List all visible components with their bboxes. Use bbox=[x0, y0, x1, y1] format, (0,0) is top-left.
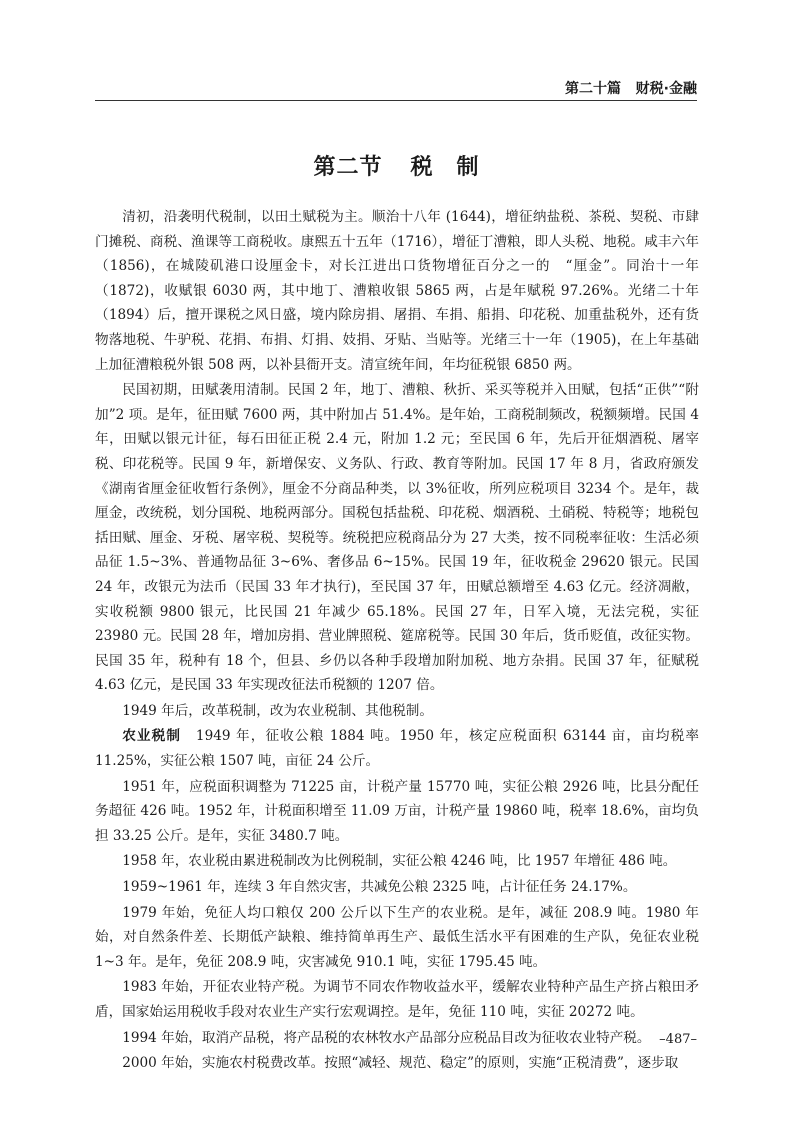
paragraph: 1958 年，农业税由累进税制改为比例税制，实征公粮 4246 吨，比 1957 年增征 486 吨。 bbox=[122, 853, 677, 870]
paragraph: 1979 年始，免征人均口粮仅 200 公斤以下生产的农业税。是年，减征 208.9 吨。1980 年始，对自然条件差、长期低产缺粮、维持简单再生产、最低生活水平有困难的生产队，免征农业税 1~3 年。是年，免征 208.9 吨，灾害减免 910.1 吨，实征 1795.45 吨。 bbox=[95, 904, 699, 970]
header-part: 第二十篇 bbox=[565, 81, 622, 97]
paragraph: 1983 年始，开征农业特产税。为调节不同农作物收益水平，缓解农业特种产品生产挤占粮田矛盾，国家始运用税收手段对农业生产实行宏观调控。是年，免征 110 吨，实征 20272 吨。 bbox=[95, 979, 699, 1020]
paragraph: 1959~1961 年，连续 3 年自然灾害，共减免公粮 2325 吨，占计征任务 24.17%。 bbox=[122, 879, 637, 896]
paragraph: 民国初期，田赋袭用清制。民国 2 年，地丁、漕粮、秋折、采买等税并入田赋，包括“正供”“附加”2 项。是年，征田赋 7600 两，其中附加占 51.4%。是年始，工商税制频改，税额频增。民国 4 年，田赋以银元计征，每石田征正税 2.4 元，附加 1.2 元；至民国 6 年，先后开征烟酒税、屠宰税、印花税等。民国 9 年，新增保安、义务队、行政、教育等附加。民国 17 年 8 月，省政府颁发《湖南省厘金征收暂行条例》，厘金不分商品种类，以 3%征收，所列应税项目 3234 个。是年，裁厘金，改统税，划分国税、地税两部分。国税包括盐税、印花税、烟酒税、土硝税、特税等；地税包括田赋、厘金、牙税、屠宰税、契税等。统税把应税商品分为 27 大类，按不同税率征收：生活必须品征 1.5~3%、普通物品征 3~6%、奢侈品 6~15%。民国 19 年，征收税金 29620 银元。民国 24 年，改银元为法币（民国 33 年才执行)，至民国 37 年，田赋总额增至 4.63 亿元。经济凋敝，实收税额 9800 银元，比民国 21 年减少 65.18%。民国 27 年，日军入境，无法完税，实征 23980 元。民国 28 年，增加房捐、营业牌照税、筵席税等。民国 30 年后，货币贬值，改征实物。民国 35 年，税种有 18 个，但县、乡仍以各种手段增加附加税、地方杂捐。民国 37 年，征赋税 4.63 亿元，是民国 33 年实现改征法币税额的 1207 倍。 bbox=[95, 382, 699, 694]
body-text bbox=[95, 205, 699, 1077]
paragraph-keyword: 农业税制 bbox=[122, 728, 182, 745]
page-number: –487– bbox=[659, 1032, 697, 1047]
header-rule bbox=[95, 100, 697, 101]
section-number: 第二节 bbox=[313, 155, 383, 180]
section-name: 税 制 bbox=[410, 155, 480, 180]
paragraph: 1949 年后，改革税制，改为农业税制、其他税制。 bbox=[122, 702, 433, 719]
paragraph: 2000 年始，实施农村税费改革。按照“减轻、规范、稳定”的原则，实施“正税清费”，逐步取 bbox=[122, 1055, 679, 1072]
section-title bbox=[0, 150, 793, 181]
paragraph: 1951 年，应税面积调整为 71225 亩，计税产量 15770 吨，实征公粮 2926 吨，比县分配任务超征 426 吨。1952 年，计税面积增至 11.09 万亩，计税产量 19860 吨，税率 18.6%，亩均负担 33.25 公斤。是年，实征 3480.7 吨。 bbox=[95, 778, 699, 844]
paragraph: 1994 年始，取消产品税，将产品税的农林牧水产品部分应税品目改为征收农业特产税。 bbox=[122, 1029, 651, 1046]
paragraph-text: 1949 年，征收公粮 1884 吨。1950 年，核定应税面积 63144 亩，亩均税率 11.25%，实征公粮 1507 吨，亩征 24 公斤。 bbox=[95, 728, 699, 770]
running-header bbox=[95, 78, 697, 98]
paragraph: 清初，沿袭明代税制，以田土赋税为主。顺治十八年 (1644)，增征纳盐税、茶税、契税、市肆门摊税、商税、渔课等工商税收。康熙五十五年（1716），增征丁漕粮，即人头税、地税。咸丰六年（1856)，在城陵矶港口设厘金卡，对长江进出口货物增征百分之一的 “厘金”。同治十一年（1872)，收赋银 6030 两，其中地丁、漕粮收银 5865 两，占是年赋税 97.26%。光绪二十年（1894）后，擅开课税之风日盛，境内除房捐、屠捐、车捐、船捐、印花税、加重盐税外，还有货物落地税、牛驴税、花捐、布捐、灯捐、妓捐、牙贴、当贴等。光绪三十一年（1905)，在上年基础上加征漕粮税外银 508 两，以补县衙开支。清宣统年间，年均征税银 6850 两。 bbox=[95, 209, 699, 373]
header-title: 财税·金融 bbox=[635, 81, 697, 97]
paragraph bbox=[95, 724, 699, 773]
